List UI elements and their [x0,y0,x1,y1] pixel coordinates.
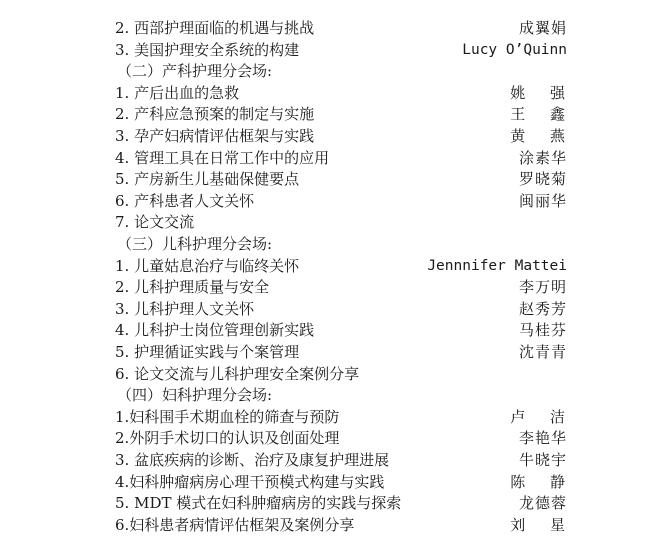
agenda-topic: 3. 孕产妇病情评估框架与实践 [115,127,315,145]
agenda-item [0,211,649,233]
agenda-item [0,103,649,125]
agenda-topic: 2.外阴手术切口的认识及创面处理 [115,429,340,448]
agenda-item [0,298,649,320]
agenda-topic: 1. 产后出血的急救 [115,83,240,102]
agenda-topic: 3. 盆底疾病的诊断、治疗及康复护理进展 [115,451,390,469]
agenda-topic: 1. 儿童姑息治疗与临终关怀 [115,256,300,275]
agenda-item [0,406,649,428]
agenda-speaker: 马桂芬 [518,321,567,340]
agenda-topic: 2. 儿科护理质量与安全 [115,278,270,297]
agenda-speaker: 罗晓菊 [518,170,567,189]
agenda-item [0,492,649,514]
agenda-item [0,427,649,449]
agenda-speaker: 陈 静 [510,472,575,491]
agenda-speaker: 闽丽华 [518,191,567,210]
agenda-item [0,17,649,39]
agenda-speaker: 成翼娟 [518,19,567,37]
agenda-item [0,276,649,298]
agenda-speaker: 龙德蓉 [518,494,567,513]
section-heading: （四）妇科护理分会场: [117,386,273,405]
agenda-topic: 6.妇科患者病情评估框架及案例分享 [115,515,355,534]
agenda-topic: 3. 美国护理安全系统的构建 [115,40,300,59]
agenda-topic: 2. 西部护理面临的机遇与挑战 [115,19,315,37]
agenda-item [0,255,649,277]
section-heading-row [0,233,649,255]
agenda-topic: 4. 儿科护士岗位管理创新实践 [115,321,315,340]
agenda-item [0,39,649,61]
agenda-item [0,363,649,385]
agenda-item [0,341,649,363]
agenda-topic: 6. 论文交流与儿科护理安全案例分享 [115,364,360,383]
agenda-speaker: 李万明 [518,278,567,297]
section-heading: （二）产科护理分会场: [117,62,273,81]
agenda-item [0,319,649,341]
agenda-speaker: 赵秀芳 [518,299,567,318]
agenda-topic: 5. MDT 模式在妇科肿瘤病房的实践与探索 [115,494,402,513]
agenda-speaker: 卢 洁 [510,407,575,426]
agenda-item [0,147,649,169]
agenda-speaker: 沈青青 [518,343,567,361]
agenda-item [0,82,649,104]
agenda-speaker: 刘 星 [510,515,575,534]
agenda-item [0,125,649,147]
agenda-speaker: 黄 燕 [510,127,575,145]
agenda-speaker: 牛晓宇 [518,451,567,469]
agenda-item [0,514,649,536]
agenda-speaker: 王 鑫 [510,105,575,124]
agenda-item [0,449,649,471]
agenda-speaker: 涂素华 [518,148,567,167]
agenda-topic: 1.妇科围手术期血栓的筛查与预防 [115,407,340,426]
agenda-topic: 5. 护理循证实践与个案管理 [115,343,300,361]
agenda-topic: 5. 产房新生儿基础保健要点 [115,170,300,189]
agenda-speaker: Lucy O’Quinn [462,41,567,58]
agenda-topic: 2. 产科应急预案的制定与实施 [115,105,315,124]
section-heading: （三）儿科护理分会场: [117,235,273,253]
agenda-item [0,471,649,493]
agenda-topic: 4.妇科肿瘤病房心理干预模式构建与实践 [115,472,385,491]
agenda-topic: 3. 儿科护理人文关怀 [115,299,255,318]
section-heading-row [0,60,649,82]
agenda-topic: 4. 管理工具在日常工作中的应用 [115,148,330,167]
agenda-item [0,190,649,212]
agenda-speaker: 姚 强 [510,83,575,102]
agenda-item [0,168,649,190]
agenda-speaker: Jennnifer Mattei [427,257,567,274]
agenda-topic: 7. 论文交流 [115,213,195,232]
section-heading-row [0,384,649,406]
agenda-speaker: 李艳华 [518,429,567,448]
agenda-topic: 6. 产科患者人文关怀 [115,191,255,210]
